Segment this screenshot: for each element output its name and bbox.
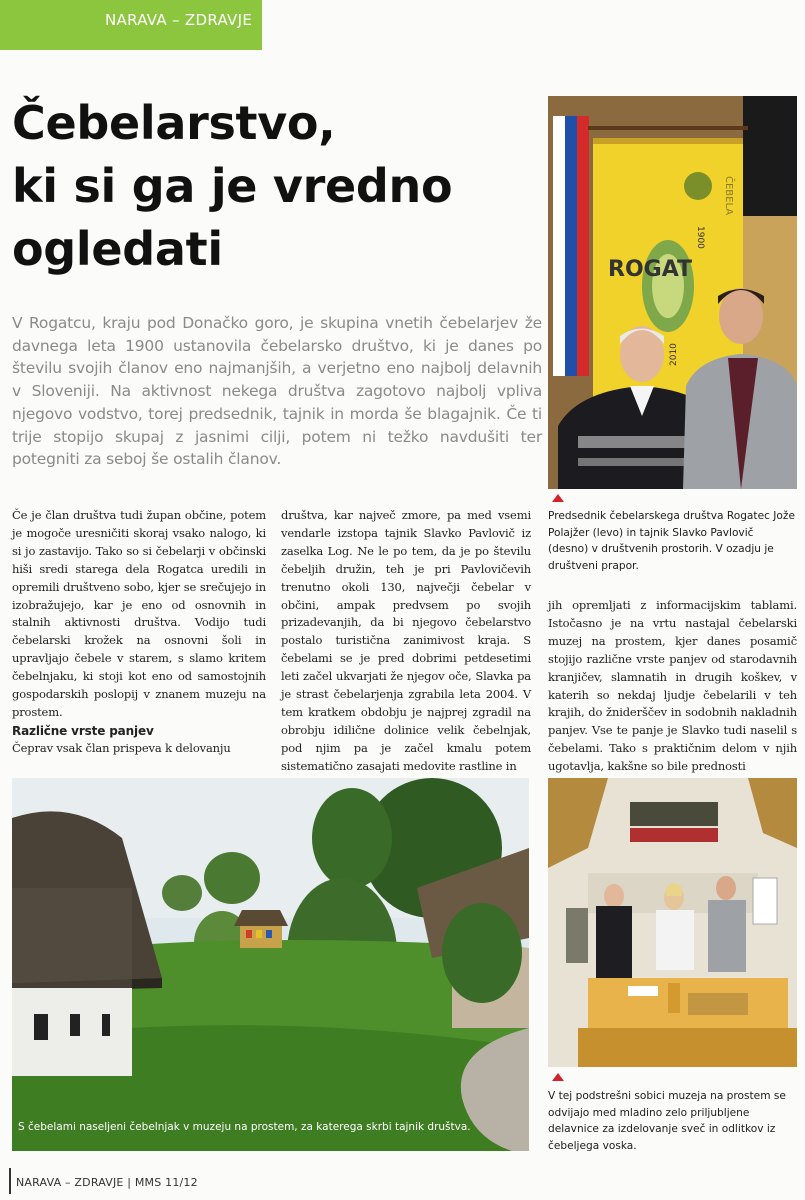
- subheading: Različne vrste panjev: [12, 723, 154, 738]
- body-paragraph: Čeprav vsak član prispeva k delovanju: [12, 740, 231, 755]
- article-headline: [12, 92, 537, 281]
- photo-open-air-museum: [12, 778, 529, 1151]
- banner-year-2: 2010: [669, 343, 679, 366]
- photo-attic-workshop: [548, 778, 797, 1067]
- body-column-3: [548, 597, 797, 776]
- article-lead: V Rogatcu, kraju pod Donačko goro, je skupina vnetih čebelarjev že davnega leta 1900 ustanovila čebelarsko društvo, ki je danes po številu svojih članov eno najmanjših, a verjetno eno najbolj delavnih v Sloveniji. Na aktivnost nekega društva zagotovo najbolj vpliva njegovo vodstvo, torej predsednik, tajnik in morda še blagajnik. Če ti trije stopijo skupaj z jasnimi cilji, potem ni težko navdušiti ter potegniti za seboj še ostalih članov.: [12, 314, 542, 469]
- footer-section-and-issue: NARAVA – ZDRAVJE | MMS 11/12: [16, 1176, 198, 1189]
- caption-right-photo: V tej podstrešni sobici muzeja na prostem se odvijajo med mladino zelo priljubljene delavnice za izdelovanje sveč in odlitkov iz čebeljega voska.: [548, 1090, 786, 1152]
- caption-marker-icon: [552, 494, 564, 502]
- photo-attic-workshop-image: [548, 778, 797, 1067]
- caption-top-photo: Predsednik čebelarskega društva Rogatec Jože Polajžer (levo) in tajnik Slavko Pavlovič (desno) v društvenih prostorih. V ozadju je društveni prapor.: [548, 510, 795, 572]
- body-paragraph: jih opremljati z informacijskim tablami. Istočasno je na vrtu nastajal čebelarski muzej na prostem, kjer danes posamič stojijo različne vrste panjev od starodavnih kranjičev, slamnatih in drugih koškev, v katerih so nekdaj ljudje čebelarili v teh krajih, do žniderščev in sodobnih nakladnih panjev. Vse te panje je Slavko tudi naselil s čebelami. Tako s praktičnim delom v njih ugotavlja, kakšne so bile prednosti: [548, 598, 797, 774]
- headline-line-1: Čebelarstvo,: [12, 96, 336, 150]
- body-column-1: [12, 507, 266, 758]
- body-paragraph: društva, kar največ zmore, pa med vsemi vendarle izstopa tajnik Slavko Pavlovič iz zaselka Log. Ne le po tem, da je po številu čebeljih družin, teh je pri Pavlovičevih trenutno okoli 130, največji čebelar v občini, ampak predvsem po svojih prizadevanjih, da bi njegovo čebelarstvo postalo turistična zanimivost kraja. S čebelami se je pred dobrimi petdesetimi leti začel ukvarjati že njegov oče, Slavka pa je strast čebelarjenja zgrabila leta 2004. V tem kratkem obdobju je najprej zgradil na obrobju idilične dolinice velik čebelnjak, pod njim pa je začel kmalu potem sistematično zasajati medovite rastline in: [281, 508, 531, 773]
- caption-bottom-photo: S čebelami naseljeni čebelnjak v muzeju na prostem, za katerega skrbi tajnik društva.: [18, 1121, 471, 1133]
- photo-president-secretary-image: [548, 96, 797, 489]
- banner-year: 1900: [695, 226, 705, 249]
- banner-side-text: ČEBELA: [723, 176, 734, 216]
- body-column-2: [281, 507, 531, 776]
- footer-divider: [9, 1168, 11, 1194]
- headline-line-2: ki si ga je vredno: [12, 159, 453, 213]
- caption-marker-icon: [552, 1073, 564, 1081]
- section-label: NARAVA – ZDRAVJE: [0, 0, 262, 50]
- body-paragraph: Če je član društva tudi župan občine, potem je mogoče uresničiti skoraj vsako nalogo, ki si jo zastavijo. Tako so si čebelarji v občinski hiši sredi starega dela Rogatca uredili in opremili društveno sobo, kjer se srečujejo in izobražujejo, kar je eno od osnovnih in stalnih aktivnosti društva. Vodijo tudi čebelarski krožek na osnovni šoli in upravljajo čebele v starem, s slamo kritem čebelnjaku, ki stoji kot eno od samostojnih gospodarskih poslopij v znanem muzeju na prostem.: [12, 508, 266, 719]
- photo-open-air-museum-image: [12, 778, 529, 1151]
- banner-text: ROGAT: [608, 257, 693, 282]
- photo-president-secretary: [548, 96, 797, 489]
- headline-line-3: ogledati: [12, 222, 223, 276]
